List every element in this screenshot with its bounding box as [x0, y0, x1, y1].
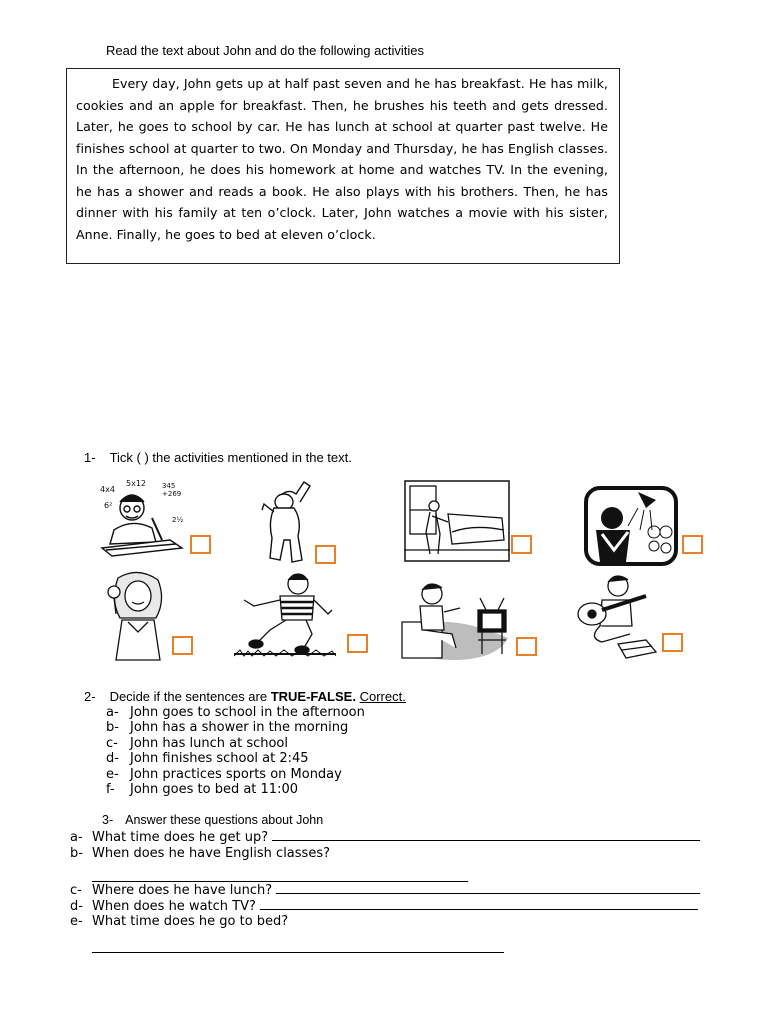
list-item — [106, 751, 365, 766]
question-text: When does he watch TV? — [92, 899, 256, 914]
list-item — [106, 767, 365, 782]
question-text: Decide if the sentences are — [109, 689, 271, 704]
question-number: 1- — [84, 450, 96, 465]
tick-box-4[interactable] — [682, 535, 703, 554]
boy-taking-shower-icon — [584, 486, 678, 566]
tick-box-6[interactable] — [347, 634, 368, 653]
svg-text:345: 345 — [162, 482, 176, 490]
tick-box-1[interactable] — [190, 535, 211, 554]
item-text: John has lunch at school — [130, 735, 288, 751]
item-letter: a- — [106, 705, 119, 720]
item-letter: e- — [106, 766, 119, 782]
question-e — [70, 914, 288, 929]
true-false-list — [106, 705, 365, 797]
boy-stretching-getting-up-icon — [258, 478, 320, 570]
answer-line[interactable] — [92, 869, 468, 882]
answer-line[interactable] — [272, 829, 700, 841]
item-letter: b- — [106, 720, 119, 736]
list-item — [106, 736, 365, 751]
svg-text:+269: +269 — [162, 490, 182, 498]
item-text: John goes to bed at 11:00 — [130, 782, 298, 798]
question-text: Answer these questions about John — [125, 813, 324, 827]
question-text: Where does he have lunch? — [92, 883, 273, 898]
question-c — [70, 882, 700, 898]
man-making-bed-icon — [404, 480, 510, 562]
reading-passage: Every day, John gets up at half past seven and he has breakfast. He has milk, cookies and an apple for breakfast. Then, he brushes his teeth and gets dressed. Later, he goes to school by car. He has lunch at school at quarter past twelve. He finishes school at quarter to two. On Monday and Thursday, he has English classes. In the afternoon, he does his homework at home and watches TV. In the evening, he has a shower and reads a book. He also plays with his brothers. Then, he has dinner with his family at ten o’clock. Later, John watches a movie with his sister, Anne. Finally, he goes to bed at eleven o’clock. — [76, 76, 608, 242]
answer-line[interactable] — [260, 898, 698, 910]
correct-label: Correct. — [359, 689, 406, 704]
item-text: John finishes school at 2:45 — [130, 751, 309, 767]
question-letter: d- — [70, 899, 83, 914]
question-text: What time does he go to bed? — [92, 914, 289, 929]
answer-line[interactable] — [92, 940, 504, 953]
question-letter: c- — [70, 883, 82, 898]
instruction: Read the text about John and do the following activities — [106, 43, 424, 58]
girl-looking-in-mirror-icon — [104, 570, 172, 662]
item-letter: d- — [106, 751, 119, 767]
question-d — [70, 898, 698, 914]
item-letter: f- — [106, 782, 115, 798]
svg-text:6²: 6² — [104, 501, 113, 510]
item-text: John goes to school in the afternoon — [130, 705, 365, 720]
tick-box-8[interactable] — [662, 633, 683, 652]
svg-text:4x4: 4x4 — [100, 485, 115, 494]
question-3-heading — [102, 813, 323, 827]
reading-passage-box — [66, 68, 620, 264]
question-number: 2- — [84, 689, 96, 704]
question-text: Tick ( ) the activities mentioned in the text. — [109, 450, 352, 465]
question-letter: a- — [70, 830, 83, 845]
svg-text:2½: 2½ — [172, 516, 184, 524]
item-letter: c- — [106, 735, 118, 751]
tick-box-2[interactable] — [315, 545, 336, 564]
tick-box-5[interactable] — [172, 636, 193, 655]
item-text: John has a shower in the morning — [130, 720, 349, 736]
question-letter: b- — [70, 846, 83, 861]
list-item — [106, 705, 365, 720]
question-2-heading — [84, 689, 406, 704]
answer-line[interactable] — [276, 882, 700, 894]
boy-doing-homework-icon — [96, 478, 188, 560]
item-text: John practices sports on Monday — [130, 766, 342, 782]
question-text: What time does he get up? — [92, 830, 269, 845]
true-false-label: TRUE-FALSE. — [270, 689, 356, 704]
question-letter: e- — [70, 914, 83, 929]
boy-playing-guitar-icon — [572, 570, 660, 662]
question-text: When does he have English classes? — [92, 846, 330, 861]
tick-box-3[interactable] — [511, 535, 532, 554]
list-item — [106, 720, 365, 735]
boy-running-icon — [234, 570, 336, 658]
svg-text:5x12: 5x12 — [126, 479, 147, 488]
question-1-heading — [84, 450, 352, 465]
question-b — [70, 846, 330, 861]
question-a — [70, 829, 700, 845]
question-number: 3- — [102, 813, 114, 827]
boy-watching-tv-icon — [398, 578, 512, 662]
tick-box-7[interactable] — [516, 637, 537, 656]
list-item — [106, 782, 365, 797]
